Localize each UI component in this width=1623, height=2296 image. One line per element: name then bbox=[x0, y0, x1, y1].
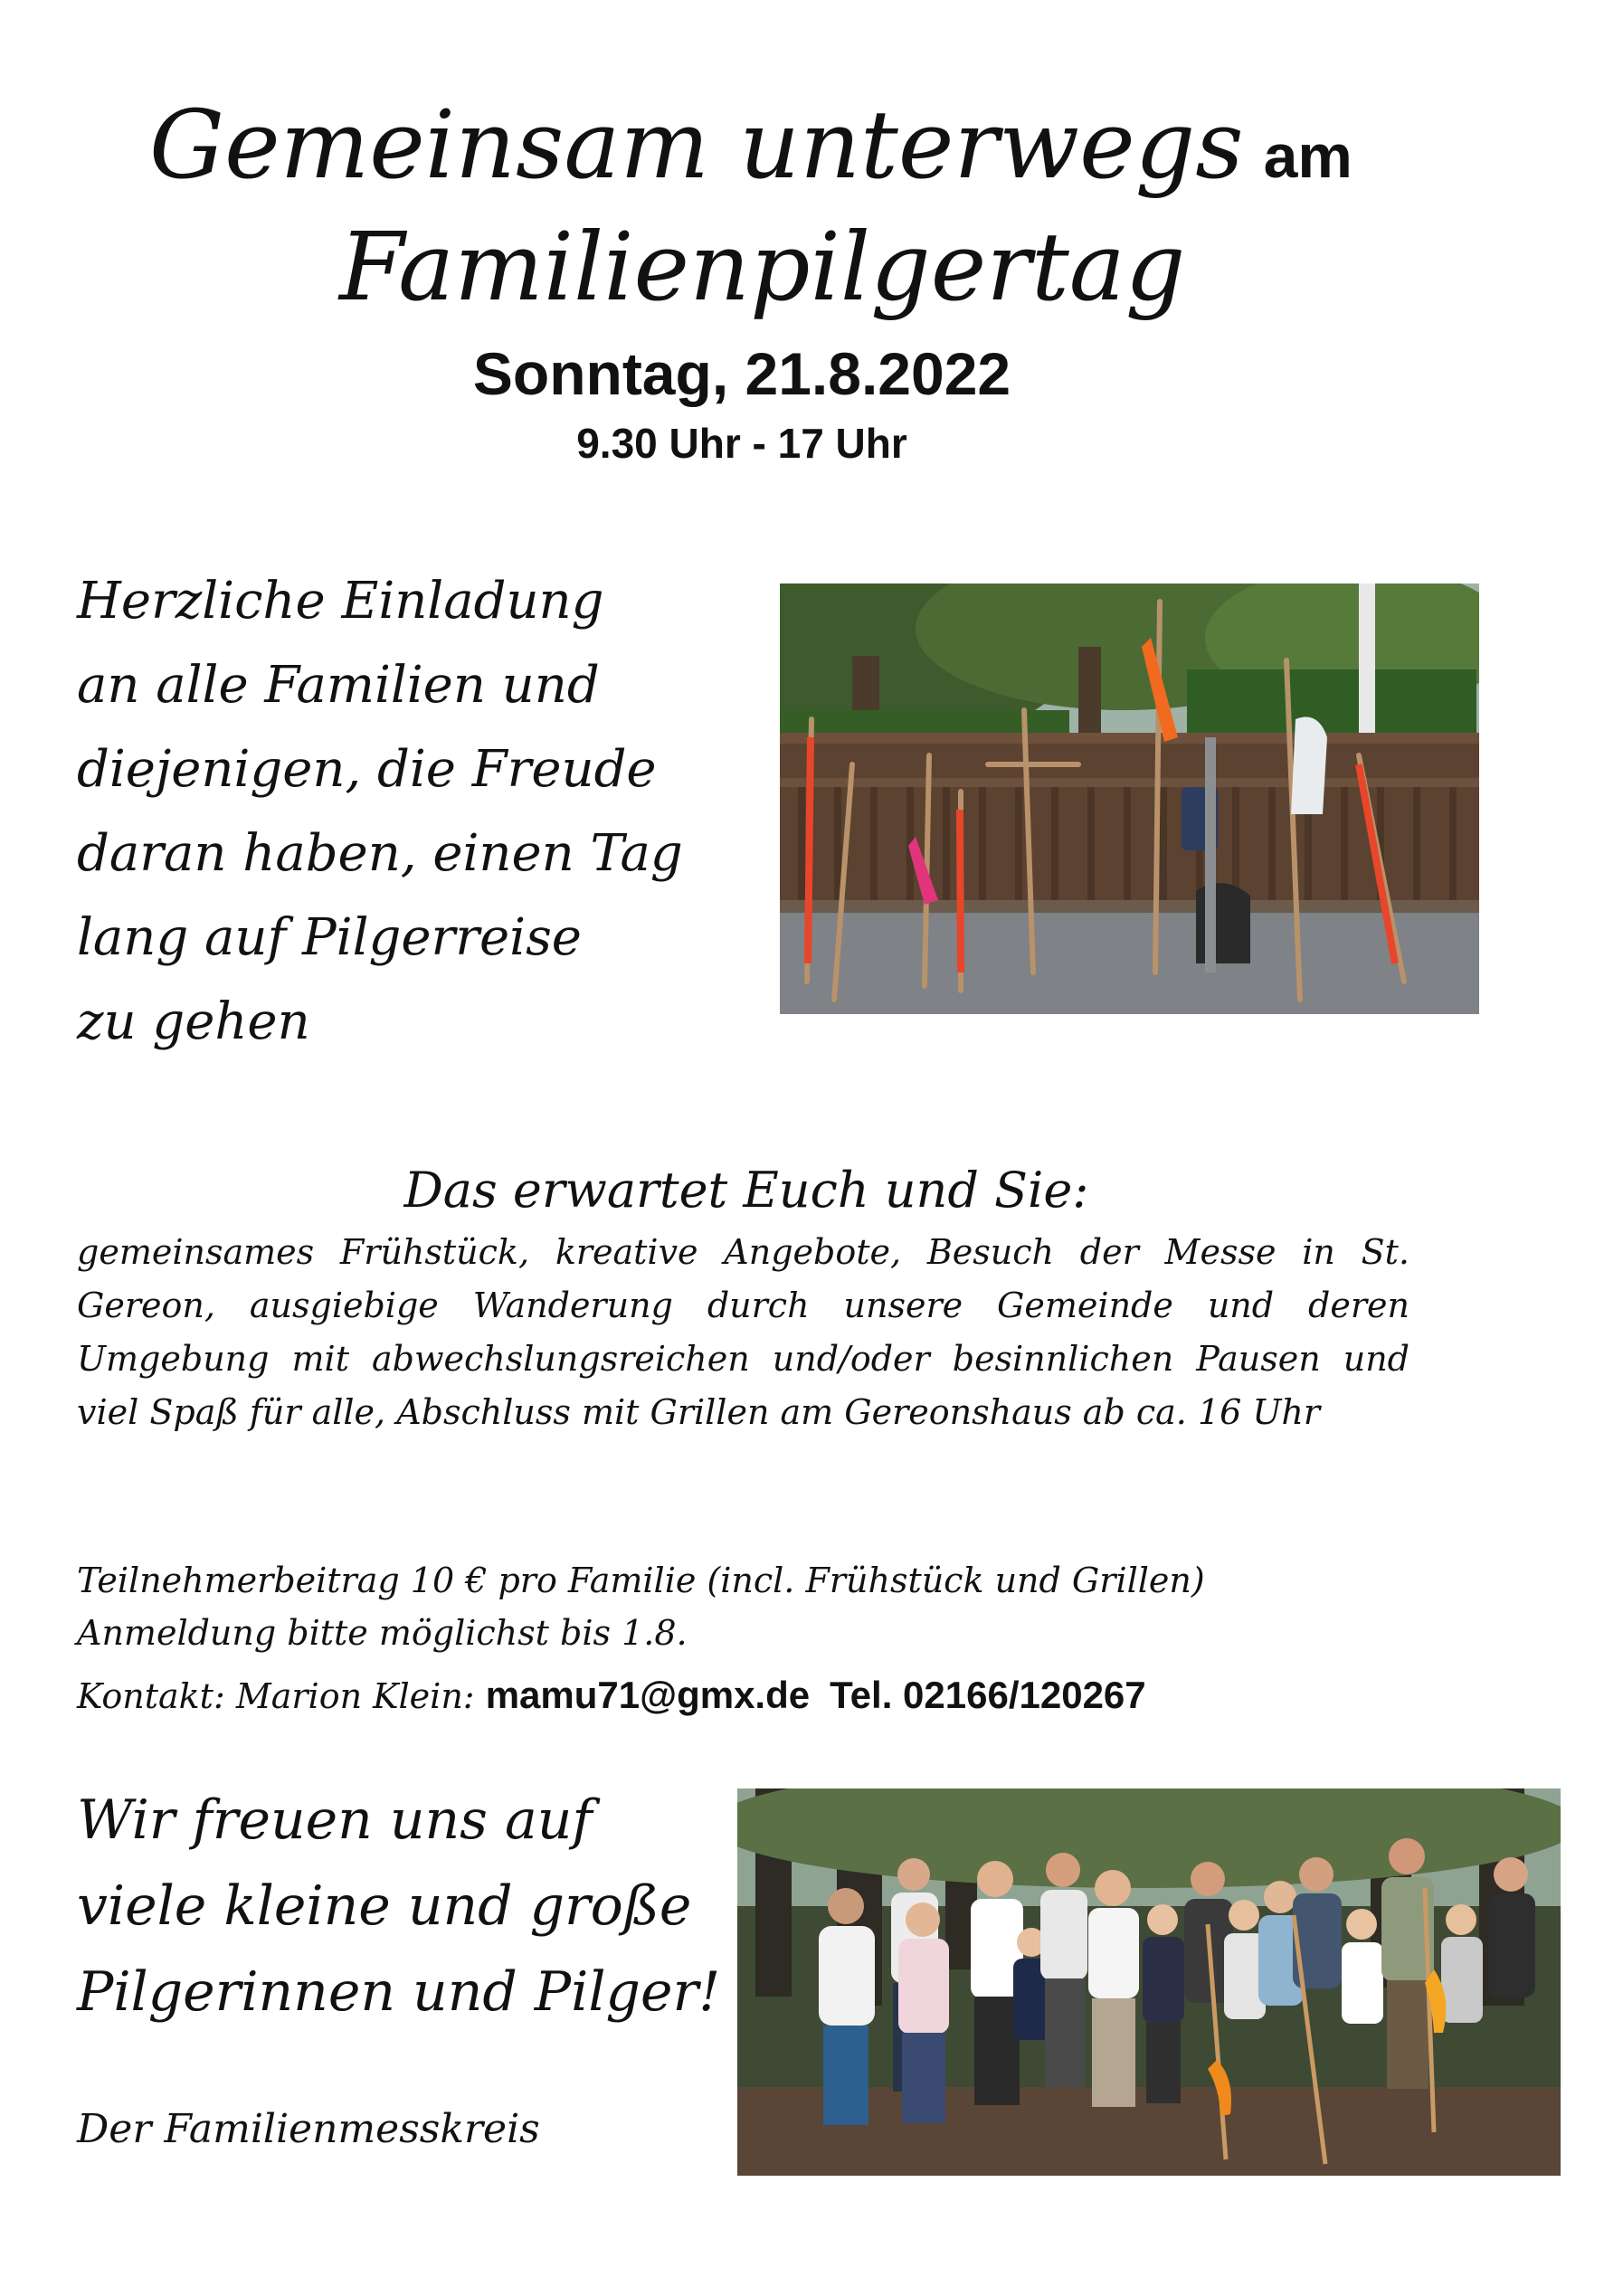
closing-line: Pilgerinnen und Pilger! bbox=[77, 1960, 721, 2024]
invitation-text bbox=[77, 559, 783, 1064]
closing-text bbox=[77, 1778, 764, 2035]
photo-pilgrim-group bbox=[737, 1788, 1561, 2176]
closing-line: viele kleine und große bbox=[77, 1874, 692, 1938]
title-text: Gemeinsam unterwegs bbox=[149, 90, 1244, 200]
invitation-line: Herzliche Einladung bbox=[77, 572, 604, 631]
program-description: gemeinsames Frühstück, kreative Angebote, Besuch der Messe in St. Gereon, ausgiebige Wanderung durch unsere Gemeinde und deren Umgebung mit abwechslungsreichen und/oder besinnlichen Pausen und viel Spaß für alle, Abschluss mit Grillen am Gereonshaus ab ca. 16 Uhr bbox=[77, 1232, 1409, 1432]
program-heading: Das erwartet Euch und Sie: bbox=[403, 1162, 1089, 1219]
title-line-2: Familienpilgertag bbox=[339, 212, 1186, 322]
event-time: 9.30 Uhr - 17 Uhr bbox=[576, 420, 907, 467]
signature: Der Familienmesskreis bbox=[77, 2106, 540, 2152]
participation-fee: Teilnehmerbeitrag 10 € pro Familie (incl. Frühstück und Grillen) bbox=[77, 1561, 1205, 1600]
invitation-line: diejenigen, die Freude bbox=[77, 740, 657, 799]
closing-line: Wir freuen uns auf bbox=[77, 1788, 593, 1852]
title-am: am bbox=[1263, 122, 1352, 191]
title-line-1 bbox=[149, 86, 1416, 215]
invitation-line: lang auf Pilgerreise bbox=[77, 908, 582, 967]
contact-email: mamu71@gmx.de bbox=[485, 1674, 811, 1716]
invitation-line: an alle Familien und bbox=[77, 656, 600, 715]
contact-line bbox=[77, 1669, 1146, 1722]
invitation-line: zu gehen bbox=[77, 992, 310, 1051]
invitation-line: daran haben, einen Tag bbox=[77, 824, 683, 883]
contact-phone: Tel. 02166/120267 bbox=[830, 1674, 1146, 1716]
photo-pilgrim-staves bbox=[780, 583, 1479, 1014]
contact-label: Kontakt: Marion Klein: bbox=[77, 1676, 475, 1716]
event-date: Sonntag, 21.8.2022 bbox=[472, 340, 1011, 407]
registration-note: Anmeldung bitte möglichst bis 1.8. bbox=[77, 1613, 688, 1653]
